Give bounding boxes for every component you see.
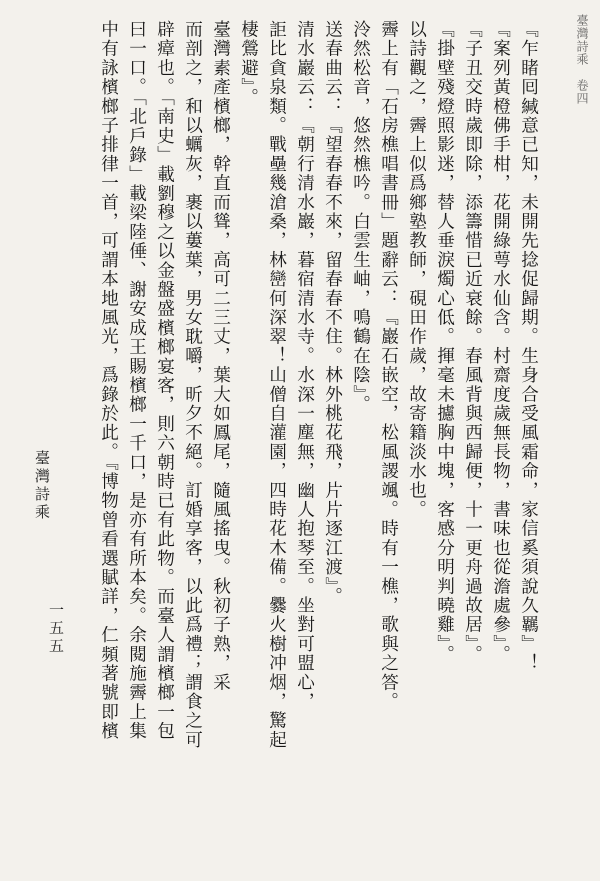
text-column: 棲鶯避』。 <box>238 20 259 108</box>
text-column: 『掛壁殘燈照影迷，替人垂淚燭心低。揮毫未攄胸中塊，客感分明判曉雞』。 <box>434 20 455 664</box>
text-column: 曰一口。「北戶錄」載梁陸倕、謝安成王賜檳榔一千口，是亦有所本矣。余閱施霽上集 <box>126 20 147 741</box>
text-column: 泠然松音，悠然樵吟。白雲生岫，鳴鶴在陰』。 <box>350 20 371 415</box>
footer-book-title: 臺灣詩乘 <box>33 450 51 522</box>
text-column: 送春曲云：『望春春不來，留春春不住。林外桃花飛，片片逐江渡』。 <box>322 20 343 607</box>
running-header: 臺灣詩乘 卷四 <box>575 14 589 105</box>
text-column: 詎比貪泉類。戰壘幾滄桑，林巒何深翠！山僧自灌園，四時花木備。爨火樹冲烟，驚起 <box>266 20 287 750</box>
page-number: 一五五 <box>47 602 65 656</box>
text-column: 『乍睹囘緘意已知，未開先捻促歸期。生身合受風霜命，家信奚須說久羈』！ <box>518 20 539 673</box>
text-column: 辟瘴也。「南史」載劉穆之以金盤盛檳榔宴客，則六朝時已有此物。而臺人謂檳榔一包 <box>154 20 175 741</box>
text-column: 『案列黃橙佛手柑，花開綠萼水仙含。村齋度歲無長物，書味也從澹處參』。 <box>490 20 511 664</box>
text-column: 『子丑交時歲即除，添籌惜已近衰餘。春風背與西歸便，十一更舟過故居』。 <box>462 20 483 664</box>
text-column: 清水巖云：『朝行清水巖，暮宿清水寺。水深一塵無，幽人抱琴至。坐對可盟心， <box>294 20 315 712</box>
text-column: 以詩觀之，霽上似爲鄉塾教師，硯田作歲，故寄籍淡水也。 <box>406 20 427 520</box>
text-column: 中有詠檳榔子排律一首，可謂本地風光，爲錄於此。『博物曾看選賦詳，仁頻著號即檳 <box>98 20 119 741</box>
text-column: 而剖之，和以蠣灰，裹以蔞葉，男女耽嚼，昕夕不絕。訂婚享客，以此爲禮；謂食之可 <box>182 20 203 750</box>
text-column: 霽上有「石房樵唱書冊」題辭云：『巖石嵌空，松風謖颯。時有一樵，歌與之答。 <box>378 20 399 712</box>
text-column: 臺灣素產檳榔，幹直而聳，高可二三丈，葉大如鳳尾，隨風搖曳。秋初子熟，采 <box>210 20 231 692</box>
